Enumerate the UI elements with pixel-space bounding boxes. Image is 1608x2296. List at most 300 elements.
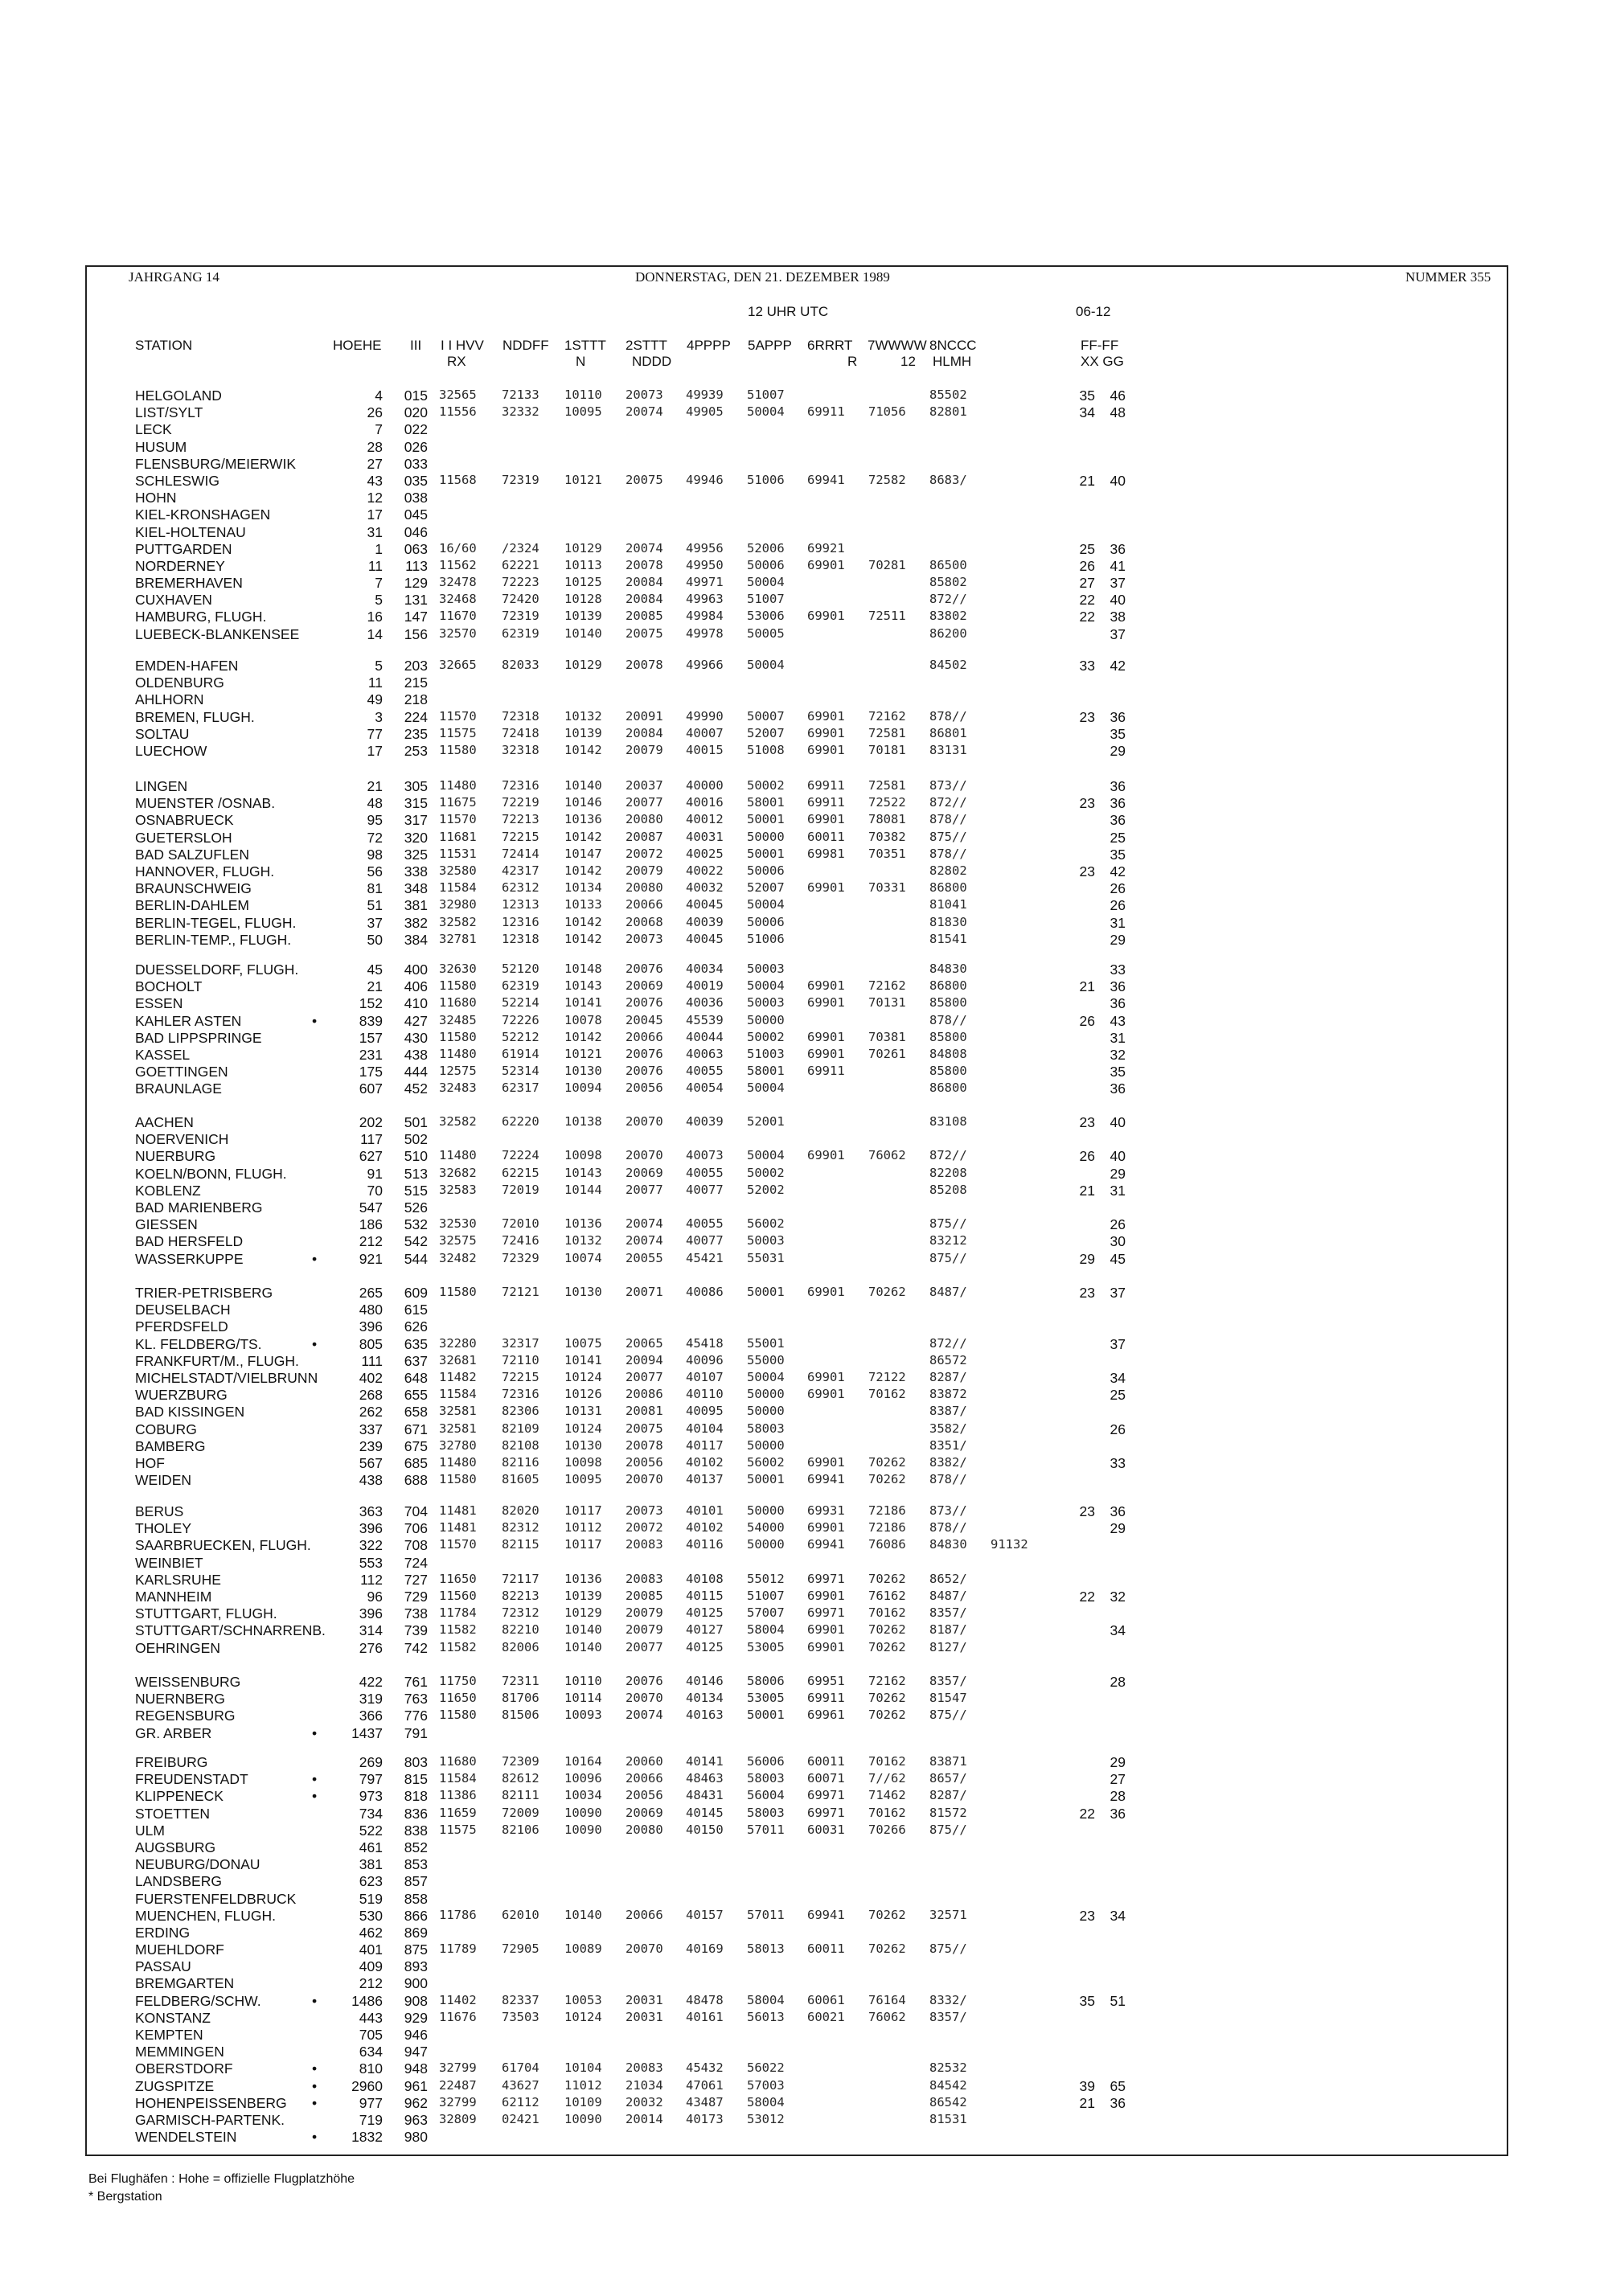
- synop-group-c3: 10142: [564, 914, 602, 929]
- synop-group-c5: 40116: [686, 1537, 724, 1552]
- station-height: 480: [359, 1302, 383, 1318]
- synop-group-c1: 32583: [439, 1182, 477, 1197]
- table-row: [0, 1047, 1608, 1064]
- synop-group-c2: 82020: [502, 1503, 539, 1518]
- station-number: 815: [404, 1771, 428, 1788]
- synop-group-c4: 20071: [626, 1285, 663, 1299]
- table-row: [0, 558, 1608, 575]
- mountain-station-marker: •: [312, 1771, 318, 1788]
- mountain-station-marker: •: [312, 1992, 318, 2009]
- station-height: 265: [359, 1285, 383, 1301]
- c1-header: I I HVV: [441, 338, 484, 353]
- synop-group-c2: 72418: [502, 725, 539, 740]
- synop-group-c3: 10078: [564, 1012, 602, 1027]
- synop-group-c4: 20077: [626, 1182, 663, 1197]
- gust-max-value: 35: [1110, 1064, 1126, 1080]
- synop-group-c5: 40163: [686, 1708, 724, 1723]
- synop-group-c9: 873//: [929, 1503, 967, 1518]
- synop-group-c6: 50007: [747, 708, 785, 724]
- synop-group-c1: 11482: [439, 1369, 477, 1384]
- station-group: [0, 1285, 1608, 1489]
- synop-group-c3: 10141: [564, 995, 602, 1011]
- synop-group-c1: 32485: [439, 1012, 477, 1027]
- synop-group-c5: 40150: [686, 1822, 724, 1837]
- station-name: STOETTEN: [135, 1805, 211, 1822]
- gust-max-value: 41: [1110, 557, 1126, 574]
- table-row: [0, 1438, 1608, 1455]
- synop-group-c9: 86800: [929, 1080, 967, 1096]
- gust-max-value: 27: [1110, 1771, 1126, 1788]
- synop-group-c4: 20073: [626, 387, 663, 402]
- station-name: EMDEN-HAFEN: [135, 658, 239, 674]
- synop-group-c7: 69951: [807, 1674, 845, 1688]
- synop-group-c1: 11562: [439, 557, 477, 572]
- station-number: 045: [404, 506, 428, 523]
- synop-group-c4: 20087: [626, 829, 663, 844]
- gust-value: 23: [1079, 1114, 1095, 1130]
- table-row: [0, 1993, 1608, 2010]
- station-number: 857: [404, 1873, 428, 1890]
- station-name: HOHN: [135, 490, 177, 506]
- synop-group-c5: 40108: [686, 1571, 724, 1586]
- gust-max-value: 31: [1110, 1029, 1126, 1046]
- station-name: FREUDENSTADT: [135, 1771, 248, 1788]
- synop-group-c6: 55001: [747, 1335, 785, 1351]
- table-row: [0, 2027, 1608, 2044]
- synop-group-c7: 60011: [807, 1754, 845, 1769]
- table-row: [0, 1708, 1608, 1724]
- synop-group-c5: 40007: [686, 725, 724, 740]
- synop-group-c5: 49966: [686, 658, 724, 672]
- gust-max-value: 42: [1110, 658, 1126, 674]
- synop-group-c2: 62221: [502, 557, 539, 572]
- gust-max-value: 31: [1110, 914, 1126, 931]
- synop-group-c6: 51007: [747, 592, 785, 607]
- station-name: KEMPTEN: [135, 2027, 203, 2043]
- synop-group-c7: 69941: [807, 1472, 845, 1487]
- table-row: [0, 691, 1608, 708]
- synop-group-c3: 10131: [564, 1404, 602, 1419]
- time-ff-label: 06-12: [1076, 304, 1111, 319]
- synop-group-c5: 40055: [686, 1064, 724, 1079]
- gust-value: 27: [1079, 575, 1095, 592]
- synop-group-c3: 10144: [564, 1182, 602, 1197]
- station-name: REGENSBURG: [135, 1708, 236, 1724]
- station-height: 11: [367, 557, 383, 574]
- table-row: [0, 456, 1608, 473]
- table-row: [0, 726, 1608, 743]
- synop-group-c8: 70162: [868, 1605, 906, 1621]
- synop-group-c8: 70381: [868, 1029, 906, 1044]
- station-number: 382: [404, 914, 428, 931]
- ff-header: FF-FF: [1081, 338, 1119, 353]
- synop-group-c2: 62319: [502, 625, 539, 641]
- synop-group-c9: 878//: [929, 812, 967, 827]
- synop-group-c2: 72019: [502, 1182, 539, 1197]
- station-name: BERLIN-TEGEL, FLUGH.: [135, 914, 297, 931]
- synop-group-c9: 84542: [929, 2077, 967, 2093]
- synop-group-c4: 20076: [626, 1674, 663, 1688]
- station-number: 962: [404, 2094, 428, 2111]
- synop-group-c2: 61704: [502, 2060, 539, 2076]
- station-name: BAD HERSFELD: [135, 1233, 244, 1250]
- station-number: 430: [404, 1029, 428, 1046]
- synop-group-c4: 20075: [626, 1421, 663, 1436]
- synop-group-c9: 8332/: [929, 1992, 967, 2007]
- gust-value: 35: [1079, 387, 1095, 404]
- synop-group-c4: 20079: [626, 863, 663, 878]
- table-row: [0, 1387, 1608, 1404]
- synop-group-c9: 878//: [929, 708, 967, 724]
- station-name: FELDBERG/SCHW.: [135, 1992, 261, 2009]
- table-row: [0, 1873, 1608, 1890]
- synop-group-c5: 40012: [686, 812, 724, 827]
- station-height: 805: [359, 1335, 383, 1352]
- table-row: [0, 978, 1608, 995]
- synop-group-c6: 51003: [747, 1046, 785, 1061]
- synop-group-c3: 10132: [564, 708, 602, 724]
- synop-group-c6: 51008: [747, 742, 785, 757]
- station-height: 553: [359, 1554, 383, 1571]
- station-group: [0, 658, 1608, 760]
- table-row: [0, 915, 1608, 932]
- synop-group-c3: 10142: [564, 1029, 602, 1044]
- synop-group-c9: 8683/: [929, 472, 967, 487]
- synop-group-c6: 50004: [747, 1369, 785, 1384]
- station-height: 14: [367, 625, 383, 642]
- synop-group-c5: 40019: [686, 978, 724, 994]
- synop-group-c5: 40063: [686, 1046, 724, 1061]
- synop-group-c8: 76062: [868, 1148, 906, 1163]
- synop-group-c6: 55000: [747, 1352, 785, 1367]
- synop-group-c7: 60011: [807, 1941, 845, 1957]
- synop-group-c1: 11650: [439, 1571, 477, 1586]
- station-height: 705: [359, 2027, 383, 2043]
- station-number: 235: [404, 725, 428, 742]
- table-row: [0, 1421, 1608, 1438]
- synop-group-c4: 20069: [626, 1805, 663, 1820]
- synop-group-c9: 83802: [929, 609, 967, 624]
- station-name: WEINBIET: [135, 1554, 203, 1571]
- synop-group-c3: 10146: [564, 795, 602, 810]
- synop-group-c3: 10141: [564, 1352, 602, 1367]
- station-number: 776: [404, 1708, 428, 1724]
- synop-group-c7: 69901: [807, 1520, 845, 1535]
- synop-group-c8: 70262: [868, 1691, 906, 1706]
- synop-group-c4: 20069: [626, 978, 663, 994]
- station-name: BAD MARIENBERG: [135, 1199, 263, 1216]
- synop-group-c1: 11584: [439, 880, 477, 896]
- table-row: [0, 1908, 1608, 1925]
- synop-group-c6: 53012: [747, 2111, 785, 2126]
- c3-header: 1STTT: [564, 338, 606, 353]
- volume-label: JAHRGANG 14: [129, 269, 219, 285]
- synop-group-c6: 55031: [747, 1250, 785, 1265]
- c9-header: 8NCCC: [929, 338, 977, 353]
- synop-group-c6: 50000: [747, 1437, 785, 1453]
- synop-group-c7: 69961: [807, 1708, 845, 1723]
- station-group: [0, 778, 1608, 949]
- station-number: 688: [404, 1472, 428, 1489]
- synop-group-c6: 50000: [747, 829, 785, 844]
- synop-group-c9: 85800: [929, 1064, 967, 1079]
- synop-group-c2: 12318: [502, 931, 539, 946]
- synop-group-c2: 32318: [502, 742, 539, 757]
- synop-group-c1: 32280: [439, 1335, 477, 1351]
- synop-group-c2: 72223: [502, 575, 539, 590]
- table-row: [0, 778, 1608, 795]
- synop-group-c3: 10124: [564, 2009, 602, 2024]
- synop-group-c6: 57007: [747, 1605, 785, 1621]
- gust-max-value: 40: [1110, 472, 1126, 489]
- synop-group-c5: 40034: [686, 961, 724, 976]
- synop-group-c6: 58004: [747, 2094, 785, 2109]
- synop-group-c1: 11480: [439, 1046, 477, 1061]
- mountain-station-marker: •: [312, 2129, 318, 2146]
- gust-max-value: 25: [1110, 829, 1126, 846]
- synop-group-c6: 57011: [747, 1907, 785, 1922]
- synop-group-c8: 70262: [868, 1622, 906, 1638]
- station-number: 438: [404, 1046, 428, 1063]
- synop-group-c9: 8652/: [929, 1571, 967, 1586]
- station-height: 117: [360, 1131, 383, 1148]
- synop-group-c9: 86572: [929, 1352, 967, 1367]
- synop-group-c8: 70281: [868, 557, 906, 572]
- synop-group-c5: 45421: [686, 1250, 724, 1265]
- table-row: [0, 1370, 1608, 1387]
- synop-group-c5: 40145: [686, 1805, 724, 1820]
- synop-group-c7: 69901: [807, 1029, 845, 1044]
- synop-group-c3: 10134: [564, 880, 602, 896]
- station-name: NORDERNEY: [135, 557, 225, 574]
- synop-group-c5: 49950: [686, 557, 724, 572]
- synop-group-c5: 40141: [686, 1754, 724, 1769]
- synop-group-c4: 20045: [626, 1012, 663, 1027]
- synop-group-c9: 8357/: [929, 1605, 967, 1621]
- synop-group-c8: 72186: [868, 1520, 906, 1535]
- station-name: GOETTINGEN: [135, 1064, 228, 1080]
- table-row: [0, 880, 1608, 897]
- synop-group-c9: 872//: [929, 1335, 967, 1351]
- synop-group-c1: 32478: [439, 575, 477, 590]
- station-name: HANNOVER, FLUGH.: [135, 863, 275, 879]
- table-row: [0, 2095, 1608, 2112]
- station-number: 866: [404, 1907, 428, 1924]
- gust-max-value: 32: [1110, 1046, 1126, 1063]
- synop-group-c8: 76162: [868, 1588, 906, 1603]
- synop-group-c8: 72581: [868, 725, 906, 740]
- synop-group-c7: 69911: [807, 404, 845, 420]
- synop-group-c6: 50002: [747, 1029, 785, 1044]
- station-name: BAD KISSINGEN: [135, 1404, 245, 1421]
- station-name: WENDELSTEIN: [135, 2129, 237, 2146]
- table-row: [0, 1166, 1608, 1183]
- table-row: [0, 658, 1608, 674]
- station-name: FRANKFURT/M., FLUGH.: [135, 1352, 299, 1369]
- station-height: 396: [359, 1318, 383, 1335]
- synop-group-c5: 40127: [686, 1622, 724, 1638]
- synop-group-c6: 56004: [747, 1788, 785, 1803]
- table-row: [0, 1806, 1608, 1822]
- station-height: 363: [359, 1503, 383, 1519]
- table-row: [0, 421, 1608, 438]
- synop-group-c2: 82106: [502, 1822, 539, 1837]
- synop-group-c6: 57003: [747, 2077, 785, 2093]
- gust-max-value: 25: [1110, 1387, 1126, 1404]
- synop-group-c7: 69901: [807, 1639, 845, 1654]
- synop-group-c2: 72416: [502, 1233, 539, 1248]
- station-name: LIST/SYLT: [135, 404, 203, 421]
- station-name: BOCHOLT: [135, 978, 203, 995]
- station-height: 175: [359, 1064, 383, 1080]
- synop-group-c9: 8357/: [929, 1674, 967, 1688]
- synop-group-c4: 20080: [626, 880, 663, 896]
- gust-max-value: 36: [1110, 2094, 1126, 2111]
- synop-group-c2: 72905: [502, 1941, 539, 1957]
- synop-group-c5: 45418: [686, 1335, 724, 1351]
- synop-group-c5: 40016: [686, 795, 724, 810]
- synop-group-c3: 10034: [564, 1788, 602, 1803]
- synop-group-c8: 72582: [868, 472, 906, 487]
- station-name: GARMISCH-PARTENK.: [135, 2111, 285, 2128]
- gust-value: 21: [1079, 978, 1095, 995]
- synop-group-c4: 20076: [626, 1046, 663, 1061]
- synop-group-c6: 58001: [747, 795, 785, 810]
- gust-max-value: 28: [1110, 1674, 1126, 1690]
- table-row: [0, 524, 1608, 541]
- synop-group-c2: 43627: [502, 2077, 539, 2093]
- synop-group-c5: 40115: [686, 1588, 724, 1603]
- station-height: 396: [359, 1520, 383, 1537]
- station-number: 020: [404, 404, 428, 421]
- synop-group-c7: 69901: [807, 557, 845, 572]
- table-row: [0, 1674, 1608, 1691]
- station-number: 708: [404, 1537, 428, 1554]
- synop-group-c4: 20079: [626, 1605, 663, 1621]
- synop-group-c9: 81531: [929, 2111, 967, 2126]
- synop-group-c9: 85802: [929, 575, 967, 590]
- station-height: 49: [367, 691, 383, 708]
- synop-group-c5: 40169: [686, 1941, 724, 1957]
- synop-group-c4: 20083: [626, 1537, 663, 1552]
- gust-value: 34: [1079, 404, 1095, 421]
- station-name: SCHLESWIG: [135, 472, 220, 489]
- synop-group-c3: 10138: [564, 1114, 602, 1129]
- station-height: 7: [375, 421, 383, 438]
- synop-group-c5: 40055: [686, 1216, 724, 1232]
- synop-group-c1: 11650: [439, 1691, 477, 1706]
- mountain-station-marker: •: [312, 1335, 318, 1352]
- station-height: 623: [359, 1873, 383, 1890]
- synop-group-c4: 20076: [626, 1064, 663, 1079]
- synop-group-c7: 69901: [807, 978, 845, 994]
- table-row: [0, 1822, 1608, 1839]
- synop-group-c6: 51007: [747, 1588, 785, 1603]
- synop-group-c9: 81541: [929, 931, 967, 946]
- station-number: 147: [404, 609, 428, 625]
- synop-group-c8: 70162: [868, 1754, 906, 1769]
- synop-group-c1: 11676: [439, 2009, 477, 2024]
- synop-group-c9: 85208: [929, 1182, 967, 1197]
- synop-group-c1: 11570: [439, 708, 477, 724]
- synop-group-c8: 70262: [868, 1571, 906, 1586]
- synop-group-c1: 11531: [439, 846, 477, 861]
- synop-group-c1: 16/60: [439, 540, 477, 556]
- station-name: STUTTGART/SCHNARRENB.: [135, 1622, 326, 1639]
- synop-group-c5: 43487: [686, 2094, 724, 2109]
- synop-group-c6: 55012: [747, 1571, 785, 1586]
- station-height: 51: [367, 897, 383, 914]
- station-name: BREMERHAVEN: [135, 575, 243, 592]
- synop-group-c7: 69971: [807, 1571, 845, 1586]
- station-name: BRAUNLAGE: [135, 1080, 222, 1097]
- synop-group-c5: 40157: [686, 1907, 724, 1922]
- synop-group-c6: 54000: [747, 1520, 785, 1535]
- synop-group-c8: 70162: [868, 1387, 906, 1402]
- station-name: OSNABRUECK: [135, 812, 234, 829]
- gust-max-value: 31: [1110, 1182, 1126, 1199]
- synop-group-c5: 49905: [686, 404, 724, 420]
- gust-max-value: 34: [1110, 1622, 1126, 1639]
- gust-max-value: 36: [1110, 1805, 1126, 1822]
- synop-group-c5: 48478: [686, 1992, 724, 2007]
- synop-group-c3: 10139: [564, 725, 602, 740]
- synop-group-c4: 20076: [626, 995, 663, 1011]
- synop-group-c5: 49971: [686, 575, 724, 590]
- synop-group-c6: 52006: [747, 540, 785, 556]
- synop-group-c7: 69971: [807, 1805, 845, 1820]
- gust-max-value: 40: [1110, 1114, 1126, 1130]
- station-height: 112: [360, 1571, 383, 1588]
- station-number: 224: [404, 708, 428, 725]
- station-number: 156: [404, 625, 428, 642]
- station-name: MEMMINGEN: [135, 2044, 224, 2060]
- synop-group-c4: 20081: [626, 1404, 663, 1419]
- table-row: [0, 1183, 1608, 1199]
- station-height: 81: [367, 880, 383, 897]
- station-height: 91: [367, 1165, 383, 1182]
- synop-group-c1: 22487: [439, 2077, 477, 2093]
- station-height: 438: [359, 1472, 383, 1489]
- station-number: 338: [404, 863, 428, 879]
- synop-group-c8: 70266: [868, 1822, 906, 1837]
- station-height: 269: [359, 1754, 383, 1770]
- synop-group-c7: 69911: [807, 778, 845, 793]
- synop-group-c6: 50004: [747, 575, 785, 590]
- synop-group-c3: 10142: [564, 742, 602, 757]
- synop-group-c3: 10140: [564, 625, 602, 641]
- station-number: 858: [404, 1890, 428, 1907]
- synop-group-c9: 86200: [929, 625, 967, 641]
- footnote-mountain: * Bergstation: [88, 2190, 162, 2204]
- synop-group-c6: 50003: [747, 995, 785, 1011]
- table-row: [0, 847, 1608, 863]
- synop-group-c7: 60071: [807, 1771, 845, 1786]
- synop-group-c3: 10164: [564, 1754, 602, 1769]
- station-number: 853: [404, 1856, 428, 1873]
- gust-max-value: 43: [1110, 1012, 1126, 1029]
- synop-group-c3: 10129: [564, 540, 602, 556]
- synop-group-c1: 32682: [439, 1165, 477, 1180]
- table-row: [0, 830, 1608, 847]
- gust-value: 21: [1079, 2094, 1095, 2111]
- station-height: 56: [367, 863, 383, 879]
- station-name: LANDSBERG: [135, 1873, 222, 1890]
- synop-group-c4: 20069: [626, 1165, 663, 1180]
- station-number: 015: [404, 387, 428, 404]
- mountain-station-marker: •: [312, 1250, 318, 1267]
- synop-group-c1: 32630: [439, 961, 477, 976]
